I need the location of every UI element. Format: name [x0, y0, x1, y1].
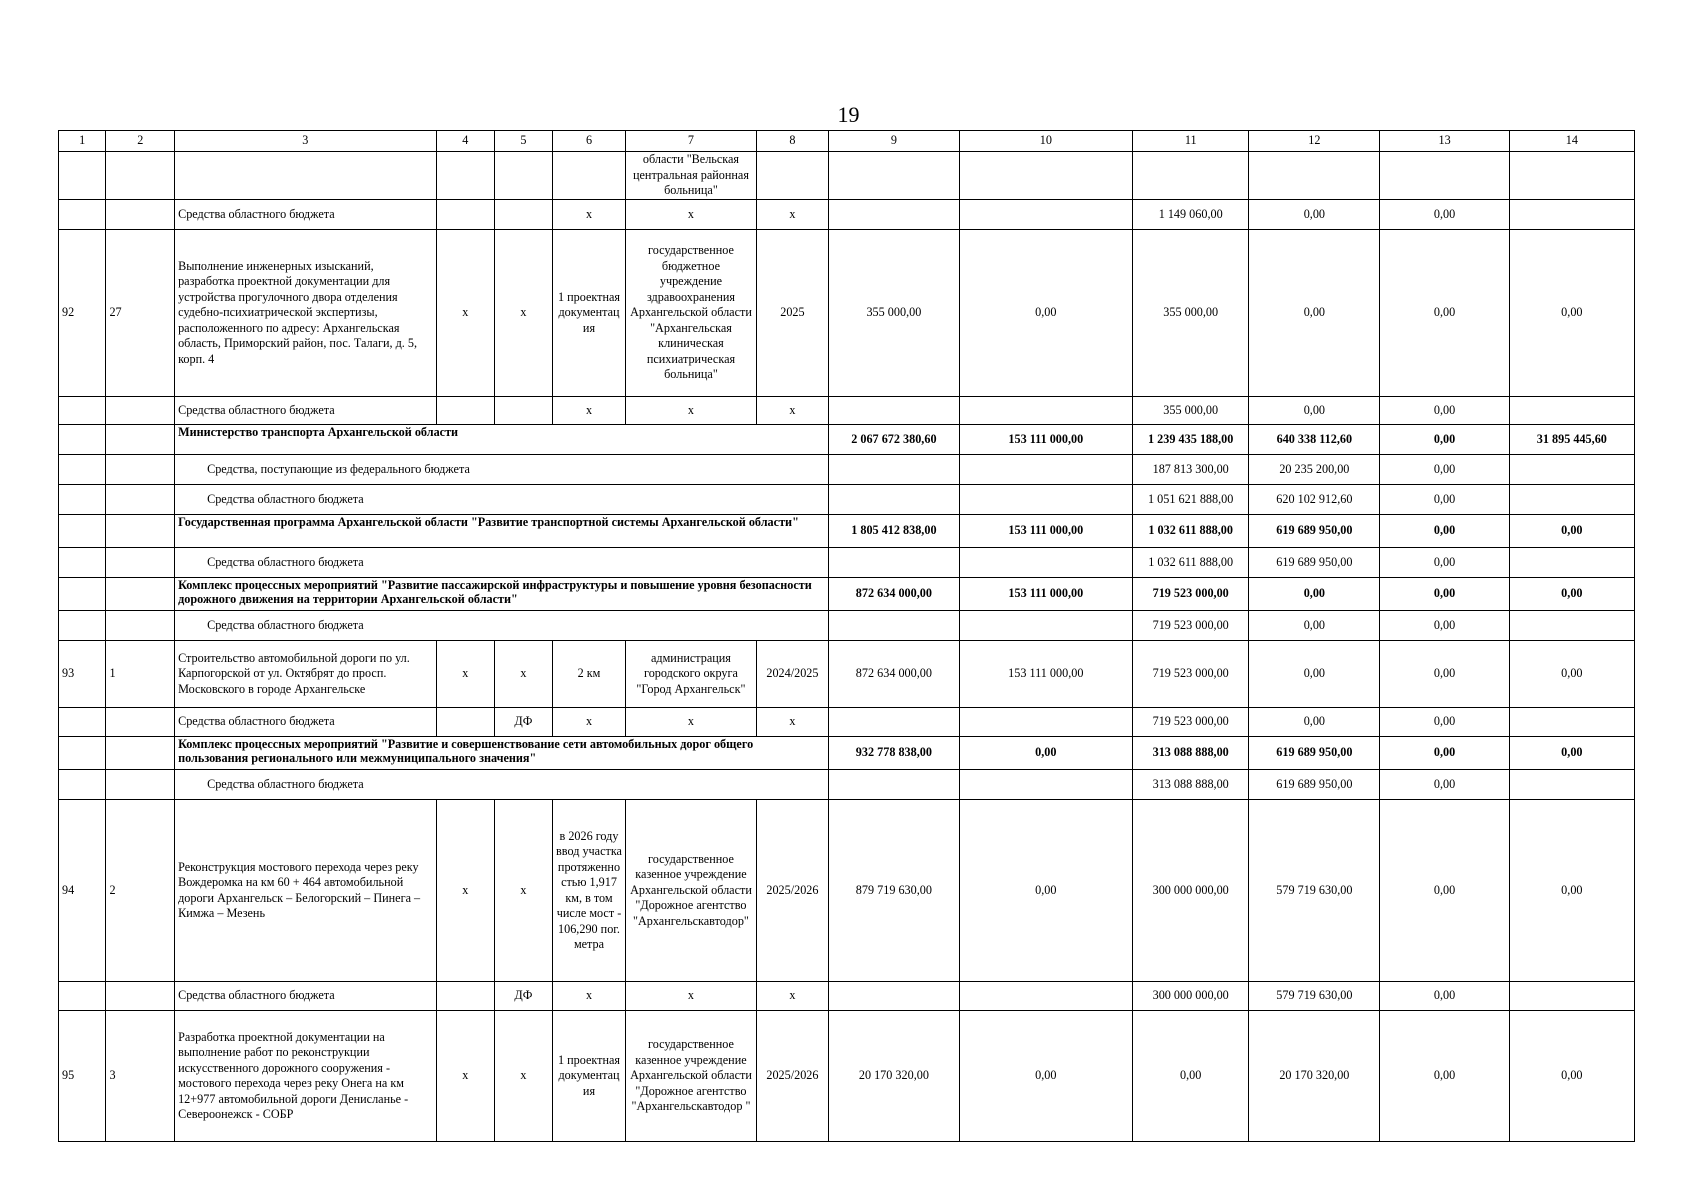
- row-number-cell: [59, 982, 106, 1011]
- description-cell: Средства областного бюджета: [175, 982, 436, 1011]
- amount-cell: [829, 152, 959, 200]
- column-number: 14: [1509, 131, 1634, 152]
- section-title: Государственная программа Архангельской области "Развитие транспортной системы Архангельской области": [175, 515, 829, 548]
- attribute-cell: х: [495, 800, 553, 982]
- attribute-cell: х: [552, 397, 626, 425]
- attribute-cell: х: [756, 982, 829, 1011]
- row-number-cell: 94: [59, 800, 106, 982]
- amount-cell: 0,00: [1380, 485, 1509, 515]
- row-number-cell: 95: [59, 1011, 106, 1142]
- amount-cell: 0,00: [1380, 641, 1509, 708]
- sub-number-cell: [106, 515, 175, 548]
- attribute-cell: [552, 152, 626, 200]
- amount-cell: 0,00: [1380, 578, 1509, 611]
- description-cell: [175, 152, 436, 200]
- row-number-cell: 92: [59, 230, 106, 397]
- amount-cell: 0,00: [1380, 611, 1509, 641]
- table-row: [59, 200, 1635, 230]
- amount-cell: [959, 708, 1133, 737]
- attribute-cell: [436, 152, 495, 200]
- column-number: 12: [1249, 131, 1380, 152]
- amount-cell: 0,00: [1380, 800, 1509, 982]
- attribute-cell: [436, 708, 495, 737]
- amount-cell: 0,00: [1380, 515, 1509, 548]
- table-row: [59, 397, 1635, 425]
- amount-cell: 2 067 672 380,60: [829, 425, 959, 455]
- table-row: [59, 737, 1635, 770]
- attribute-cell: [436, 982, 495, 1011]
- sub-number-cell: [106, 982, 175, 1011]
- attribute-cell: [495, 200, 553, 230]
- amount-cell: [959, 397, 1133, 425]
- row-number-cell: [59, 515, 106, 548]
- description-cell: Выполнение инженерных изысканий, разработка проектной документации для устройства прогулочного двора отделения судебно-психиатрической экспертизы, расположенного по адресу: Архангельская область, Приморский район, пос. Талаги, д. 5, корп. 4: [175, 230, 436, 397]
- table-row: [59, 578, 1635, 611]
- amount-cell: [829, 200, 959, 230]
- amount-cell: 0,00: [1509, 641, 1634, 708]
- amount-cell: [1509, 485, 1634, 515]
- amount-cell: 31 895 445,60: [1509, 425, 1634, 455]
- amount-cell: 0,00: [1380, 200, 1509, 230]
- table-row: [59, 455, 1635, 485]
- amount-cell: 0,00: [1380, 708, 1509, 737]
- amount-cell: [1509, 708, 1634, 737]
- table-row: [59, 548, 1635, 578]
- table-row: [59, 485, 1635, 515]
- amount-cell: 313 088 888,00: [1133, 770, 1249, 800]
- attribute-cell: 2 км: [552, 641, 626, 708]
- amount-cell: [1509, 152, 1634, 200]
- attribute-cell: х: [756, 200, 829, 230]
- amount-cell: [959, 982, 1133, 1011]
- amount-cell: 879 719 630,00: [829, 800, 959, 982]
- amount-cell: 619 689 950,00: [1249, 515, 1380, 548]
- row-number-cell: [59, 708, 106, 737]
- amount-cell: 20 235 200,00: [1249, 455, 1380, 485]
- attribute-cell: 2025/2026: [756, 800, 829, 982]
- attribute-cell: х: [436, 1011, 495, 1142]
- attribute-cell: государственное бюджетное учреждение здравоохранения Архангельской области "Архангельская клиническая психиатрическая больница": [626, 230, 756, 397]
- amount-cell: [829, 982, 959, 1011]
- attribute-cell: х: [756, 397, 829, 425]
- sub-number-cell: [106, 200, 175, 230]
- attribute-cell: х: [626, 982, 756, 1011]
- page-number: 19: [837, 102, 860, 127]
- amount-cell: 579 719 630,00: [1249, 800, 1380, 982]
- amount-cell: 0,00: [1133, 1011, 1249, 1142]
- amount-cell: [829, 397, 959, 425]
- amount-cell: 0,00: [959, 800, 1133, 982]
- attribute-cell: 1 проектная документация: [552, 230, 626, 397]
- sub-number-cell: [106, 548, 175, 578]
- attribute-cell: х: [552, 200, 626, 230]
- amount-cell: 313 088 888,00: [1133, 737, 1249, 770]
- column-number: 6: [552, 131, 626, 152]
- amount-cell: 0,00: [1249, 611, 1380, 641]
- row-number-cell: [59, 425, 106, 455]
- amount-cell: 0,00: [959, 1011, 1133, 1142]
- amount-cell: 0,00: [1380, 230, 1509, 397]
- attribute-cell: в 2026 году ввод участка протяженностью 1,917 км, в том числе мост - 106,290 пог. метра: [552, 800, 626, 982]
- amount-cell: [829, 770, 959, 800]
- attribute-cell: х: [495, 230, 553, 397]
- amount-cell: [959, 548, 1133, 578]
- amount-cell: 719 523 000,00: [1133, 611, 1249, 641]
- amount-cell: 0,00: [1380, 770, 1509, 800]
- amount-cell: [829, 485, 959, 515]
- amount-cell: 1 805 412 838,00: [829, 515, 959, 548]
- amount-cell: [1509, 200, 1634, 230]
- description-cell: Реконструкция мостового перехода через реку Вождеромка на км 60 + 464 автомобильной дороги Архангельск – Белогорский – Пинега – Кимжа – Мезень: [175, 800, 436, 982]
- column-number: 9: [829, 131, 959, 152]
- section-title: Министерство транспорта Архангельской области: [175, 425, 829, 455]
- sub-number-cell: [106, 578, 175, 611]
- amount-cell: 0,00: [1380, 737, 1509, 770]
- funding-source: Средства областного бюджета: [175, 548, 829, 578]
- amount-cell: 1 239 435 188,00: [1133, 425, 1249, 455]
- row-number-cell: [59, 548, 106, 578]
- amount-cell: 300 000 000,00: [1133, 800, 1249, 982]
- column-number: 2: [106, 131, 175, 152]
- sub-number-cell: [106, 397, 175, 425]
- amount-cell: 0,00: [1380, 397, 1509, 425]
- table-row: [59, 1011, 1635, 1142]
- attribute-cell: 2025/2026: [756, 1011, 829, 1142]
- column-number: 13: [1380, 131, 1509, 152]
- amount-cell: 0,00: [1249, 397, 1380, 425]
- amount-cell: 872 634 000,00: [829, 641, 959, 708]
- attribute-cell: 1 проектная документация: [552, 1011, 626, 1142]
- attribute-cell: 2025: [756, 230, 829, 397]
- amount-cell: 153 111 000,00: [959, 641, 1133, 708]
- row-number-cell: 93: [59, 641, 106, 708]
- amount-cell: [829, 708, 959, 737]
- table-row: [59, 641, 1635, 708]
- column-number: 5: [495, 131, 553, 152]
- amount-cell: 0,00: [1380, 455, 1509, 485]
- row-number-cell: [59, 152, 106, 200]
- column-number: 8: [756, 131, 829, 152]
- attribute-cell: администрация городского округа "Город Архангельск": [626, 641, 756, 708]
- amount-cell: 187 813 300,00: [1133, 455, 1249, 485]
- row-number-cell: [59, 455, 106, 485]
- attribute-cell: [495, 152, 553, 200]
- amount-cell: 0,00: [959, 737, 1133, 770]
- amount-cell: 0,00: [1380, 425, 1509, 455]
- attribute-cell: 2024/2025: [756, 641, 829, 708]
- amount-cell: 0,00: [959, 230, 1133, 397]
- amount-cell: 719 523 000,00: [1133, 708, 1249, 737]
- amount-cell: 0,00: [1509, 578, 1634, 611]
- row-number-cell: [59, 737, 106, 770]
- amount-cell: 1 032 611 888,00: [1133, 515, 1249, 548]
- amount-cell: 620 102 912,60: [1249, 485, 1380, 515]
- amount-cell: 932 778 838,00: [829, 737, 959, 770]
- amount-cell: [1509, 455, 1634, 485]
- amount-cell: [1380, 152, 1509, 200]
- table-row: [59, 611, 1635, 641]
- funding-source: Средства областного бюджета: [175, 611, 829, 641]
- table-row: [59, 230, 1635, 397]
- amount-cell: 300 000 000,00: [1133, 982, 1249, 1011]
- attribute-cell: ДФ: [495, 982, 553, 1011]
- amount-cell: 0,00: [1509, 515, 1634, 548]
- amount-cell: 619 689 950,00: [1249, 548, 1380, 578]
- description-cell: Средства областного бюджета: [175, 200, 436, 230]
- row-number-cell: [59, 485, 106, 515]
- description-cell: Строительство автомобильной дороги по ул. Карпогорской от ул. Октябрят до просп. Московского в городе Архангельске: [175, 641, 436, 708]
- amount-cell: [1133, 152, 1249, 200]
- amount-cell: 719 523 000,00: [1133, 641, 1249, 708]
- attribute-cell: [756, 152, 829, 200]
- amount-cell: [959, 485, 1133, 515]
- amount-cell: 0,00: [1249, 200, 1380, 230]
- table-row: [59, 982, 1635, 1011]
- attribute-cell: [495, 397, 553, 425]
- amount-cell: 0,00: [1249, 230, 1380, 397]
- amount-cell: 0,00: [1509, 1011, 1634, 1142]
- amount-cell: 619 689 950,00: [1249, 770, 1380, 800]
- attribute-cell: х: [436, 230, 495, 397]
- funding-source: Средства, поступающие из федерального бюджета: [175, 455, 829, 485]
- amount-cell: 0,00: [1249, 641, 1380, 708]
- amount-cell: 355 000,00: [1133, 230, 1249, 397]
- amount-cell: 1 032 611 888,00: [1133, 548, 1249, 578]
- attribute-cell: [436, 200, 495, 230]
- attribute-cell: х: [436, 800, 495, 982]
- amount-cell: 153 111 000,00: [959, 578, 1133, 611]
- description-cell: Средства областного бюджета: [175, 397, 436, 425]
- amount-cell: [1509, 548, 1634, 578]
- amount-cell: [1509, 611, 1634, 641]
- amount-cell: [959, 455, 1133, 485]
- attribute-cell: ДФ: [495, 708, 553, 737]
- amount-cell: [1509, 982, 1634, 1011]
- amount-cell: 640 338 112,60: [1249, 425, 1380, 455]
- amount-cell: [829, 548, 959, 578]
- amount-cell: 20 170 320,00: [1249, 1011, 1380, 1142]
- attribute-cell: х: [552, 708, 626, 737]
- row-number-cell: [59, 578, 106, 611]
- amount-cell: [959, 770, 1133, 800]
- amount-cell: 0,00: [1380, 982, 1509, 1011]
- attribute-cell: х: [495, 1011, 553, 1142]
- amount-cell: [1509, 397, 1634, 425]
- sub-number-cell: [106, 708, 175, 737]
- attribute-cell: х: [626, 200, 756, 230]
- sub-number-cell: 3: [106, 1011, 175, 1142]
- column-number: 11: [1133, 131, 1249, 152]
- sub-number-cell: 2: [106, 800, 175, 982]
- amount-cell: [959, 152, 1133, 200]
- amount-cell: [959, 611, 1133, 641]
- attribute-cell: х: [626, 708, 756, 737]
- sub-number-cell: [106, 485, 175, 515]
- attribute-cell: х: [626, 397, 756, 425]
- attribute-cell: государственное казенное учреждение Архангельской области "Дорожное агентство "Архангельскавтодор ": [626, 1011, 756, 1142]
- row-number-cell: [59, 611, 106, 641]
- attribute-cell: государственное казенное учреждение Архангельской области "Дорожное агентство "Архангельскавтодор": [626, 800, 756, 982]
- sub-number-cell: [106, 737, 175, 770]
- amount-cell: [1249, 152, 1380, 200]
- funding-source: Средства областного бюджета: [175, 770, 829, 800]
- description-cell: Средства областного бюджета: [175, 708, 436, 737]
- amount-cell: 0,00: [1380, 548, 1509, 578]
- row-number-cell: [59, 200, 106, 230]
- amount-cell: 0,00: [1509, 737, 1634, 770]
- amount-cell: 0,00: [1249, 578, 1380, 611]
- sub-number-cell: [106, 611, 175, 641]
- attribute-cell: области "Вельская центральная районная больница": [626, 152, 756, 200]
- column-number: 7: [626, 131, 756, 152]
- table-row: [59, 515, 1635, 548]
- amount-cell: [829, 611, 959, 641]
- table-row: [59, 708, 1635, 737]
- amount-cell: 0,00: [1380, 1011, 1509, 1142]
- sub-number-cell: 1: [106, 641, 175, 708]
- amount-cell: 719 523 000,00: [1133, 578, 1249, 611]
- amount-cell: 355 000,00: [1133, 397, 1249, 425]
- table-row: [59, 425, 1635, 455]
- sub-number-cell: [106, 425, 175, 455]
- amount-cell: 0,00: [1509, 230, 1634, 397]
- budget-table: [58, 130, 1635, 1142]
- table-row: [59, 152, 1635, 200]
- amount-cell: [829, 455, 959, 485]
- amount-cell: 579 719 630,00: [1249, 982, 1380, 1011]
- attribute-cell: х: [495, 641, 553, 708]
- section-title: Комплекс процессных мероприятий "Развитие и совершенствование сети автомобильных дорог общего пользования регионального или межмуниципального значения": [175, 737, 829, 770]
- funding-source: Средства областного бюджета: [175, 485, 829, 515]
- amount-cell: 872 634 000,00: [829, 578, 959, 611]
- amount-cell: [959, 200, 1133, 230]
- row-number-cell: [59, 397, 106, 425]
- sub-number-cell: [106, 455, 175, 485]
- attribute-cell: [436, 397, 495, 425]
- sub-number-cell: [106, 770, 175, 800]
- column-number: 10: [959, 131, 1133, 152]
- description-cell: Разработка проектной документации на выполнение работ по реконструкции искусственного дорожного сооружения - мостового перехода через реку Онега на км 12+977 автомобильной дороги Денисланье - Североонежск - СОБР: [175, 1011, 436, 1142]
- column-number: 3: [175, 131, 436, 152]
- table-row: [59, 800, 1635, 982]
- sub-number-cell: 27: [106, 230, 175, 397]
- amount-cell: 153 111 000,00: [959, 425, 1133, 455]
- attribute-cell: х: [552, 982, 626, 1011]
- amount-cell: 0,00: [1509, 800, 1634, 982]
- row-number-cell: [59, 770, 106, 800]
- amount-cell: 0,00: [1249, 708, 1380, 737]
- attribute-cell: х: [436, 641, 495, 708]
- column-number: 1: [59, 131, 106, 152]
- amount-cell: 1 051 621 888,00: [1133, 485, 1249, 515]
- column-number-row: [59, 131, 1635, 152]
- amount-cell: 1 149 060,00: [1133, 200, 1249, 230]
- amount-cell: [1509, 770, 1634, 800]
- amount-cell: 20 170 320,00: [829, 1011, 959, 1142]
- amount-cell: 619 689 950,00: [1249, 737, 1380, 770]
- section-title: Комплекс процессных мероприятий "Развитие пассажирской инфраструктуры и повышение уровня безопасности дорожного движения на территории Архангельской области": [175, 578, 829, 611]
- column-number: 4: [436, 131, 495, 152]
- table-row: [59, 770, 1635, 800]
- amount-cell: 153 111 000,00: [959, 515, 1133, 548]
- amount-cell: 355 000,00: [829, 230, 959, 397]
- sub-number-cell: [106, 152, 175, 200]
- attribute-cell: х: [756, 708, 829, 737]
